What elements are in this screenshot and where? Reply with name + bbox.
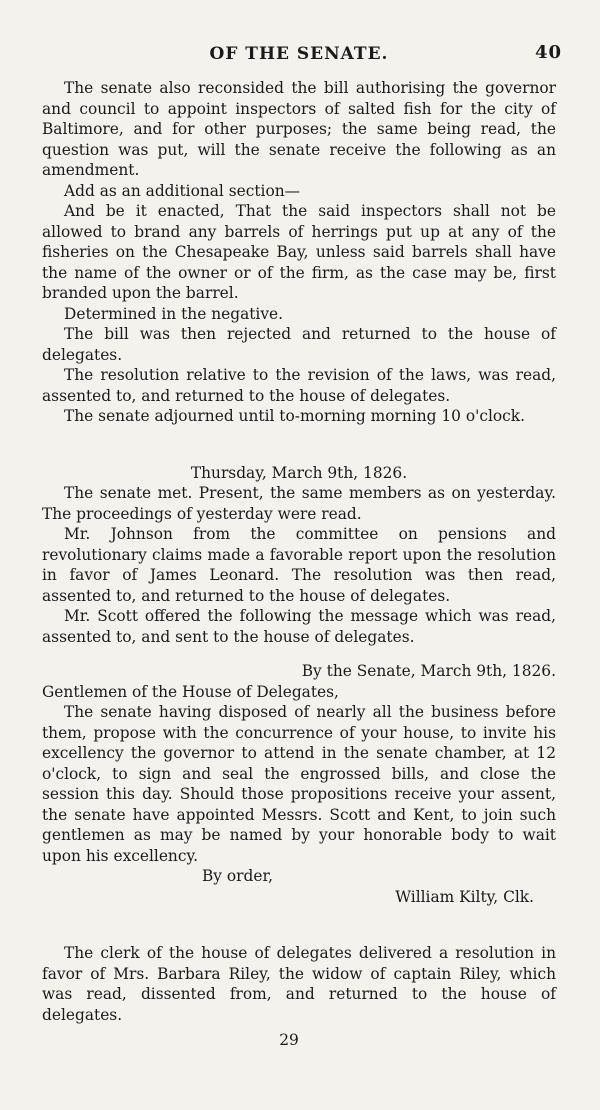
- section-thursday: [42, 463, 556, 648]
- running-header: [42, 42, 562, 64]
- paragraph: Mr. Johnson from the committee on pensions and revolutionary claims made a favorable report upon the resolution in favor of James Leonard. The resolution was then read, assented to, and returned to the house of delegates.: [42, 525, 556, 605]
- paragraph: The resolution relative to the revision of the laws, was read, assented to, and returned to the house of delegates.: [42, 366, 556, 405]
- paragraph: Determined in the negative.: [64, 304, 284, 323]
- message-body: The senate having disposed of nearly all the business before them, propose with the concurrence of your house, to invite his excellency the governor to attend in the senate chamber, at 12 o'clock, to sign and seal the engrossed bills, and close the session this day. Should those propositions receive your assent, the senate have appointed Messrs. Scott and Kent, to join such gentlemen as may be named by your honorable body to wait upon his excellency.: [42, 703, 556, 865]
- page-number: 40: [534, 42, 562, 63]
- message-dateline: By the Senate, March 9th, 1826.: [301, 662, 556, 680]
- message-signer: William Kilty, Clk.: [395, 887, 534, 906]
- paragraph: The senate also reconsided the bill authorising the governor and council to appoint inspectors of salted fish for the city of Baltimore, and for other purposes; the same being read, the question was put, will the senate receive the following as an amendment.: [42, 79, 556, 179]
- date-heading: Thursday, March 9th, 1826.: [190, 463, 408, 482]
- paragraph: Add as an additional section—: [64, 181, 301, 200]
- paragraph: The senate adjourned until to-morning morning 10 o'clock.: [64, 407, 525, 425]
- paragraph: And be it enacted, That the said inspectors shall not be allowed to brand any barrels of herrings put up at any of the fisheries on the Chesapeake Bay, unless said barrels shall have the name of the owner or of the firm, as the case may be, first branded upon the barrel.: [42, 202, 556, 302]
- header-title: OF THE SENATE.: [209, 44, 389, 64]
- section-clerk-resolution: [42, 943, 556, 1025]
- message-by-order: By order,: [202, 867, 274, 885]
- paragraph: The bill was then rejected and returned to the house of delegates.: [42, 325, 556, 364]
- paragraph: The senate met. Present, the same members as on yesterday. The proceedings of yesterday were read.: [42, 484, 556, 523]
- senate-message: [42, 661, 556, 907]
- signature-mark: 29: [279, 1031, 299, 1049]
- section-reconsidered-bill: [42, 78, 556, 427]
- paragraph: Mr. Scott offered the following the message which was read, assented to, and sent to the house of delegates.: [42, 607, 556, 646]
- paragraph: The clerk of the house of delegates delivered a resolution in favor of Mrs. Barbara Riley, the widow of captain Riley, which was read, dissented from, and returned to the house of delegates.: [42, 944, 556, 1024]
- message-salutation: Gentlemen of the House of Delegates,: [42, 682, 339, 701]
